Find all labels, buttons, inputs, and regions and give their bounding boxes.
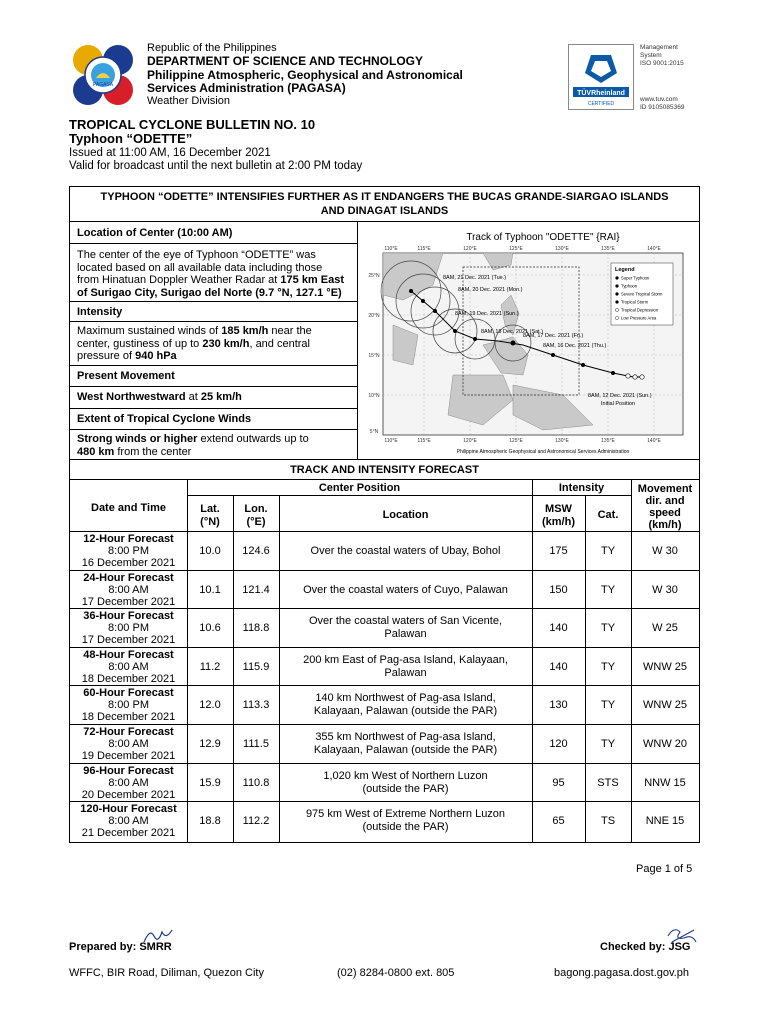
svg-text:130°E: 130°E: [555, 438, 569, 444]
header-msw-unit: (km/h): [542, 516, 575, 528]
headline-2: AND DINAGAT ISLANDS: [320, 205, 449, 217]
row-msw: 150: [549, 583, 568, 596]
row-time: 8:00 PM: [108, 545, 149, 557]
svg-text:Tropical Depression: Tropical Depression: [621, 307, 659, 313]
row-date: 19 December 2021: [81, 750, 176, 762]
svg-text:Typhoon: Typhoon: [621, 283, 638, 289]
row-msw: 175: [549, 545, 568, 557]
row-msw: 130: [549, 699, 568, 712]
svg-text:125°E: 125°E: [509, 438, 523, 444]
row-forecast-label: 72-Hour Forecast: [83, 726, 174, 738]
row-time: 8:00 PM: [108, 622, 149, 635]
svg-text:Super Typhoon: Super Typhoon: [621, 275, 650, 281]
prepared-name: SMRR: [139, 941, 172, 953]
row-latitude: 10.0: [199, 545, 221, 557]
tuv-logo-icon: [569, 45, 633, 109]
checked-signature-icon: [662, 924, 702, 946]
movement-label: Present Movement: [77, 370, 175, 382]
movement-text: West Northwestward at 25 km/h: [77, 391, 242, 403]
prepared-signature-icon: [140, 926, 180, 946]
row-forecast-label: 36-Hour Forecast: [83, 610, 174, 623]
row-location: 1,020 km West of Northern Luzon: [323, 769, 488, 782]
cert-line-2: System: [640, 52, 662, 59]
svg-text:135°E: 135°E: [601, 246, 615, 252]
svg-text:110°E: 110°E: [384, 246, 398, 252]
header-center-position: Center Position: [318, 482, 401, 494]
row-location: 140 km Northwest of Pag-asa Island,: [315, 692, 496, 705]
header-intensity: Intensity: [558, 482, 605, 494]
intensity-text: Maximum sustained winds of 185 km/h near the center, gustiness of up to 230 km/h, and central pressure of 940 hPa: [77, 325, 312, 362]
location-label: Location of Center (10:00 AM): [77, 227, 233, 239]
row-longitude: 110.8: [242, 776, 270, 789]
row-movement: W 30: [652, 583, 678, 596]
header-category: Cat.: [597, 509, 619, 521]
svg-text:Legend: Legend: [615, 267, 635, 273]
footer-phone: (02) 8284-0800 ext. 805: [337, 967, 455, 979]
header-location: Location: [382, 509, 429, 521]
tuv-certification: [568, 44, 698, 111]
extent-label: Extent of Tropical Cyclone Winds: [77, 413, 252, 425]
row-forecast-label: 48-Hour Forecast: [83, 648, 174, 661]
header-movement-3: speed: [649, 507, 681, 519]
footer-address: WFFC, BIR Road, Diliman, Quezon City: [69, 967, 264, 979]
map-legend: [611, 263, 673, 325]
division: Weather Division: [147, 95, 230, 107]
tuv-brand: TÜVRheinland: [577, 90, 625, 97]
row-date: 21 December 2021: [81, 827, 176, 840]
svg-text:Tropical Storm: Tropical Storm: [621, 299, 649, 305]
row-location-2: (outside the PAR): [362, 782, 449, 795]
map-label-16dec: 8AM, 16 Dec. 2021 (Thu.): [543, 343, 607, 349]
header-movement-1: Movement: [637, 483, 693, 495]
row-date: 20 December 2021: [81, 788, 176, 801]
cert-url: www.tuv.com: [640, 96, 678, 103]
row-location-2: (outside the PAR): [362, 821, 449, 834]
header-movement-2: dir. and: [645, 495, 685, 507]
row-latitude: 12.0: [199, 699, 221, 712]
row-location: Over the coastal waters of San Vicente,: [308, 615, 502, 628]
row-time: 8:00 AM: [108, 815, 149, 828]
svg-text:110°E: 110°E: [384, 438, 398, 444]
row-latitude: 10.1: [199, 583, 221, 596]
svg-text:135°E: 135°E: [601, 438, 615, 444]
svg-text:140°E: 140°E: [647, 246, 661, 252]
svg-text:140°E: 140°E: [647, 438, 661, 444]
extent-text: Strong winds or higher extend outwards up to 480 km from the center: [77, 433, 309, 458]
row-msw: 120: [549, 738, 568, 750]
map-label-initial: Initial Position: [601, 401, 635, 407]
page-number: Page 1 of 5: [636, 863, 693, 875]
map-label-19dec: 8AM, 19 Dec. 2021 (Sun.): [455, 311, 519, 317]
row-time: 8:00 AM: [108, 583, 149, 596]
intensity-label: Intensity: [77, 306, 123, 318]
svg-text:25°N: 25°N: [368, 273, 380, 279]
svg-text:20°N: 20°N: [368, 313, 380, 319]
row-category: TS: [600, 815, 616, 828]
row-forecast-label: 12-Hour Forecast: [83, 533, 174, 545]
row-movement: NNE 15: [645, 815, 685, 828]
row-category: TY: [600, 660, 616, 673]
row-latitude: 12.9: [199, 738, 221, 750]
row-forecast-label: 96-Hour Forecast: [83, 764, 174, 777]
svg-text:130°E: 130°E: [555, 246, 569, 252]
svg-text:120°E: 120°E: [463, 246, 477, 252]
row-msw: 95: [552, 776, 565, 789]
logo-text: PAGASA: [92, 82, 114, 88]
row-longitude: 115.9: [242, 660, 270, 673]
row-latitude: 18.8: [199, 815, 221, 828]
cert-line-3: ISO 9001:2015: [640, 60, 684, 67]
footer-website[interactable]: bagong.pagasa.dost.gov.ph: [554, 967, 689, 979]
svg-text:5°N: 5°N: [369, 429, 379, 435]
row-location: Over the coastal waters of Ubay, Bohol: [310, 545, 501, 557]
row-longitude: 121.4: [242, 583, 270, 596]
row-forecast-label: 120-Hour Forecast: [80, 803, 177, 816]
valid-line: Valid for broadcast until the next bulletin at 2:00 PM today: [69, 160, 363, 172]
row-latitude: 11.2: [199, 660, 221, 673]
bulletin-title: TROPICAL CYCLONE BULLETIN NO. 10: [69, 117, 316, 132]
row-location: 200 km East of Pag-asa Island, Kalayaan,: [303, 653, 508, 666]
row-time: 8:00 AM: [108, 776, 149, 789]
row-msw: 65: [552, 815, 565, 828]
forecast-title: TRACK AND INTENSITY FORECAST: [290, 464, 479, 476]
row-movement: WNW 25: [643, 699, 687, 712]
row-category: STS: [597, 776, 619, 789]
map-label-20dec: 8AM, 20 Dec. 2021 (Mon.): [458, 287, 523, 293]
row-longitude: 112.2: [242, 815, 270, 828]
svg-text:115°E: 115°E: [417, 246, 431, 252]
row-category: TY: [600, 738, 616, 750]
row-longitude: 113.3: [242, 699, 270, 712]
row-time: 8:00 AM: [108, 660, 149, 673]
bulletin-name: Typhoon “ODETTE”: [69, 131, 193, 146]
issued-line: Issued at 11:00 AM, 16 December 2021: [69, 147, 271, 159]
department: DEPARTMENT OF SCIENCE AND TECHNOLOGY: [147, 54, 424, 68]
map-title: Track of Typhoon "ODETTE" {RAI}: [466, 232, 620, 243]
republic: Republic of the Philippines: [147, 42, 277, 54]
row-time: 8:00 AM: [108, 738, 149, 750]
map-label-21dec: 8AM, 21 Dec. 2021 (Tue.): [443, 275, 507, 281]
row-location-2: Kalayaan, Palawan (outside the PAR): [313, 705, 498, 718]
cert-line-1: Management: [640, 44, 678, 51]
row-longitude: 111.5: [243, 738, 269, 750]
checked-name: JSG: [668, 941, 691, 953]
row-location-2: Kalayaan, Palawan (outside the PAR): [313, 744, 498, 756]
checked-by: Checked by: JSG: [600, 941, 691, 953]
row-date: 17 December 2021: [81, 595, 176, 608]
row-location: 355 km Northwest of Pag-asa Island,: [315, 731, 496, 743]
cert-id: ID 9105085369: [640, 104, 685, 111]
row-date: 16 December 2021: [81, 557, 176, 569]
row-date: 17 December 2021: [81, 634, 176, 647]
tuv-certified: CERTIFIED: [587, 101, 615, 107]
row-location: 975 km West of Extreme Northern Luzon: [305, 808, 506, 821]
row-category: TY: [600, 699, 616, 712]
row-location: Over the coastal waters of Cuyo, Palawan: [303, 583, 508, 596]
row-location-2: Palawan: [384, 666, 427, 679]
row-forecast-label: 24-Hour Forecast: [83, 571, 174, 584]
header-date: Date and Time: [91, 502, 166, 514]
map-label-18dec: 8AM, 18 Dec. 2021 (Sat.): [481, 329, 544, 335]
svg-text:120°E: 120°E: [463, 438, 477, 444]
row-date: 18 December 2021: [81, 672, 176, 685]
row-location-2: Palawan: [384, 628, 427, 641]
location-text: The center of the eye of Typhoon “ODETTE” was located based on all available data including those from Hinatuan Doppler Weather Radar at 175 km East of Surigao City, Surigao del Norte (9.7 °N, 127.1 °E): [77, 249, 345, 299]
header-lat-unit: (°N): [200, 516, 220, 528]
row-movement: NNW 15: [644, 776, 686, 789]
row-category: TY: [600, 545, 616, 557]
svg-text:Severe Tropical Storm: Severe Tropical Storm: [621, 291, 663, 297]
agency-line1: Philippine Atmospheric, Geophysical and Astronomical: [147, 68, 463, 82]
row-movement: W 25: [652, 622, 678, 635]
track-map: [363, 225, 695, 457]
prepared-by: Prepared by: SMRR: [69, 941, 172, 953]
svg-text:115°E: 115°E: [417, 438, 431, 444]
header-msw: MSW: [545, 503, 572, 515]
pagasa-logo: [70, 42, 136, 108]
row-forecast-label: 60-Hour Forecast: [83, 687, 174, 700]
bulletin-table: [69, 186, 700, 843]
map-label-12dec: 8AM, 12 Dec. 2021 (Sun.): [588, 393, 652, 399]
agency-line2: Services Administration (PAGASA): [147, 81, 346, 95]
header-lon-unit: (°E): [246, 516, 266, 528]
row-movement: WNW 25: [643, 660, 687, 673]
row-latitude: 15.9: [199, 776, 221, 789]
row-category: TY: [600, 583, 616, 596]
row-msw: 140: [549, 622, 568, 635]
row-category: TY: [600, 622, 616, 635]
svg-text:15°N: 15°N: [368, 353, 380, 359]
row-date: 18 December 2021: [81, 711, 176, 724]
svg-text:Low Pressure Area: Low Pressure Area: [621, 315, 657, 321]
header-lat: Lat.: [200, 503, 220, 515]
row-movement: WNW 20: [643, 738, 687, 750]
row-movement: W 30: [652, 545, 678, 557]
row-longitude: 118.8: [242, 622, 270, 635]
headline-1: TYPHOON “ODETTE” INTENSIFIES FURTHER AS IT ENDANGERS THE BUCAS GRANDE-SIARGAO ISLANDS: [100, 191, 669, 203]
header-movement-4: (km/h): [648, 519, 682, 531]
row-time: 8:00 PM: [108, 699, 149, 712]
svg-text:125°E: 125°E: [509, 246, 523, 252]
svg-text:10°N: 10°N: [368, 393, 380, 399]
header-lon: Lon.: [244, 503, 268, 515]
map-credit: Philippine Atmospheric Geophysical and Astronomical Services Administration: [456, 449, 630, 455]
map-label-17dec: 8AM, 17 Dec. 2021 (Fri.): [523, 333, 584, 339]
row-longitude: 124.6: [242, 545, 270, 557]
row-latitude: 10.6: [199, 622, 221, 635]
row-msw: 140: [549, 660, 568, 673]
